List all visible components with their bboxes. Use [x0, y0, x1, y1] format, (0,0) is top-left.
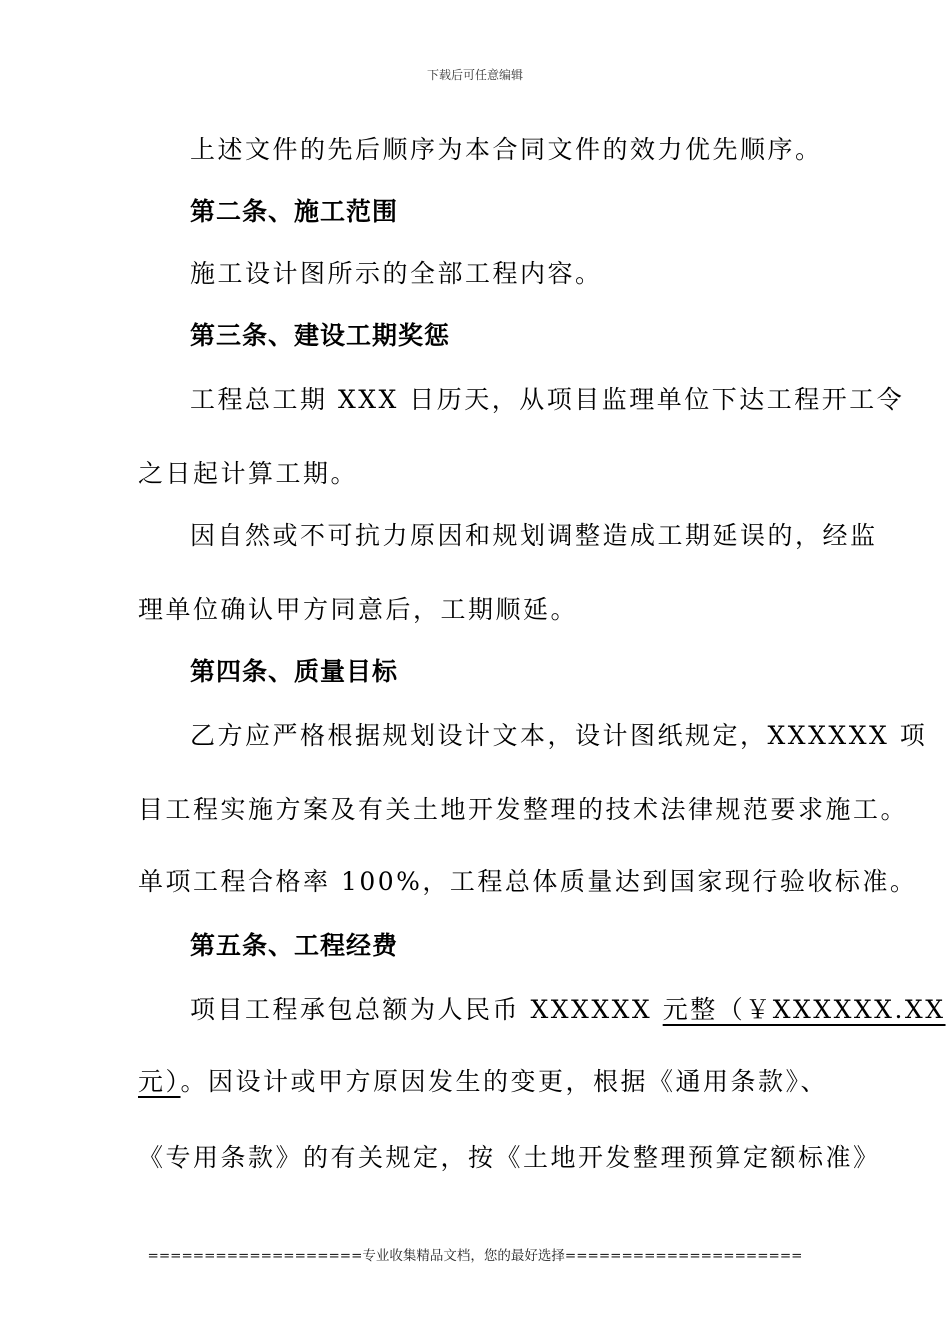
cost-change-text: 。因设计或甲方原因发生的变更，根据《通用条款》、 [180, 1067, 829, 1096]
paragraph-duration-line-2: 之日起计算工期。 [138, 459, 359, 488]
heading-article-2: 第二条、施工范围 [190, 197, 399, 226]
paragraph-cost-line-2 [138, 1066, 828, 1098]
paragraph-duration-line-1: 工程总工期 XXX 日历天，从项目监理单位下达工程开工令 [190, 385, 905, 414]
heading-article-4: 第四条、质量目标 [190, 657, 399, 686]
paragraph-delay-line-1: 因自然或不可抗力原因和规划调整造成工期延误的，经监 [190, 521, 878, 550]
heading-article-5: 第五条、工程经费 [190, 931, 399, 960]
heading-article-3: 第三条、建设工期奖惩 [190, 321, 451, 350]
cost-text: 项目工程承包总额为人民币 XXXXXX [190, 995, 663, 1024]
paragraph-delay-line-2: 理单位确认甲方同意后，工期顺延。 [138, 595, 579, 624]
paragraph-scope: 施工设计图所示的全部工程内容。 [190, 259, 603, 288]
cost-amount-underlined-end: 元） [138, 1067, 181, 1096]
footer-note: ===================专业收集精品文档，您的最好选择===================== [147, 1248, 803, 1264]
paragraph-quality-line-2: 目工程实施方案及有关土地开发整理的技术法律规范要求施工。 [138, 795, 909, 824]
paragraph-cost-line-3: 《专用条款》的有关规定，按《土地开发整理预算定额标准》 [138, 1143, 881, 1172]
paragraph-cost-line-1 [190, 994, 946, 1026]
cost-amount-underlined: 元整（￥XXXXXX.XX [662, 995, 946, 1024]
paragraph-quality-line-1: 乙方应严格根据规划设计文本，设计图纸规定，XXXXXX 项 [190, 721, 928, 750]
paragraph-precedence: 上述文件的先后顺序为本合同文件的效力优先顺序。 [190, 135, 823, 164]
header-note: 下载后可任意编辑 [426, 68, 523, 82]
paragraph-quality-line-3: 单项工程合格率 100%，工程总体质量达到国家现行验收标准。 [138, 867, 918, 896]
